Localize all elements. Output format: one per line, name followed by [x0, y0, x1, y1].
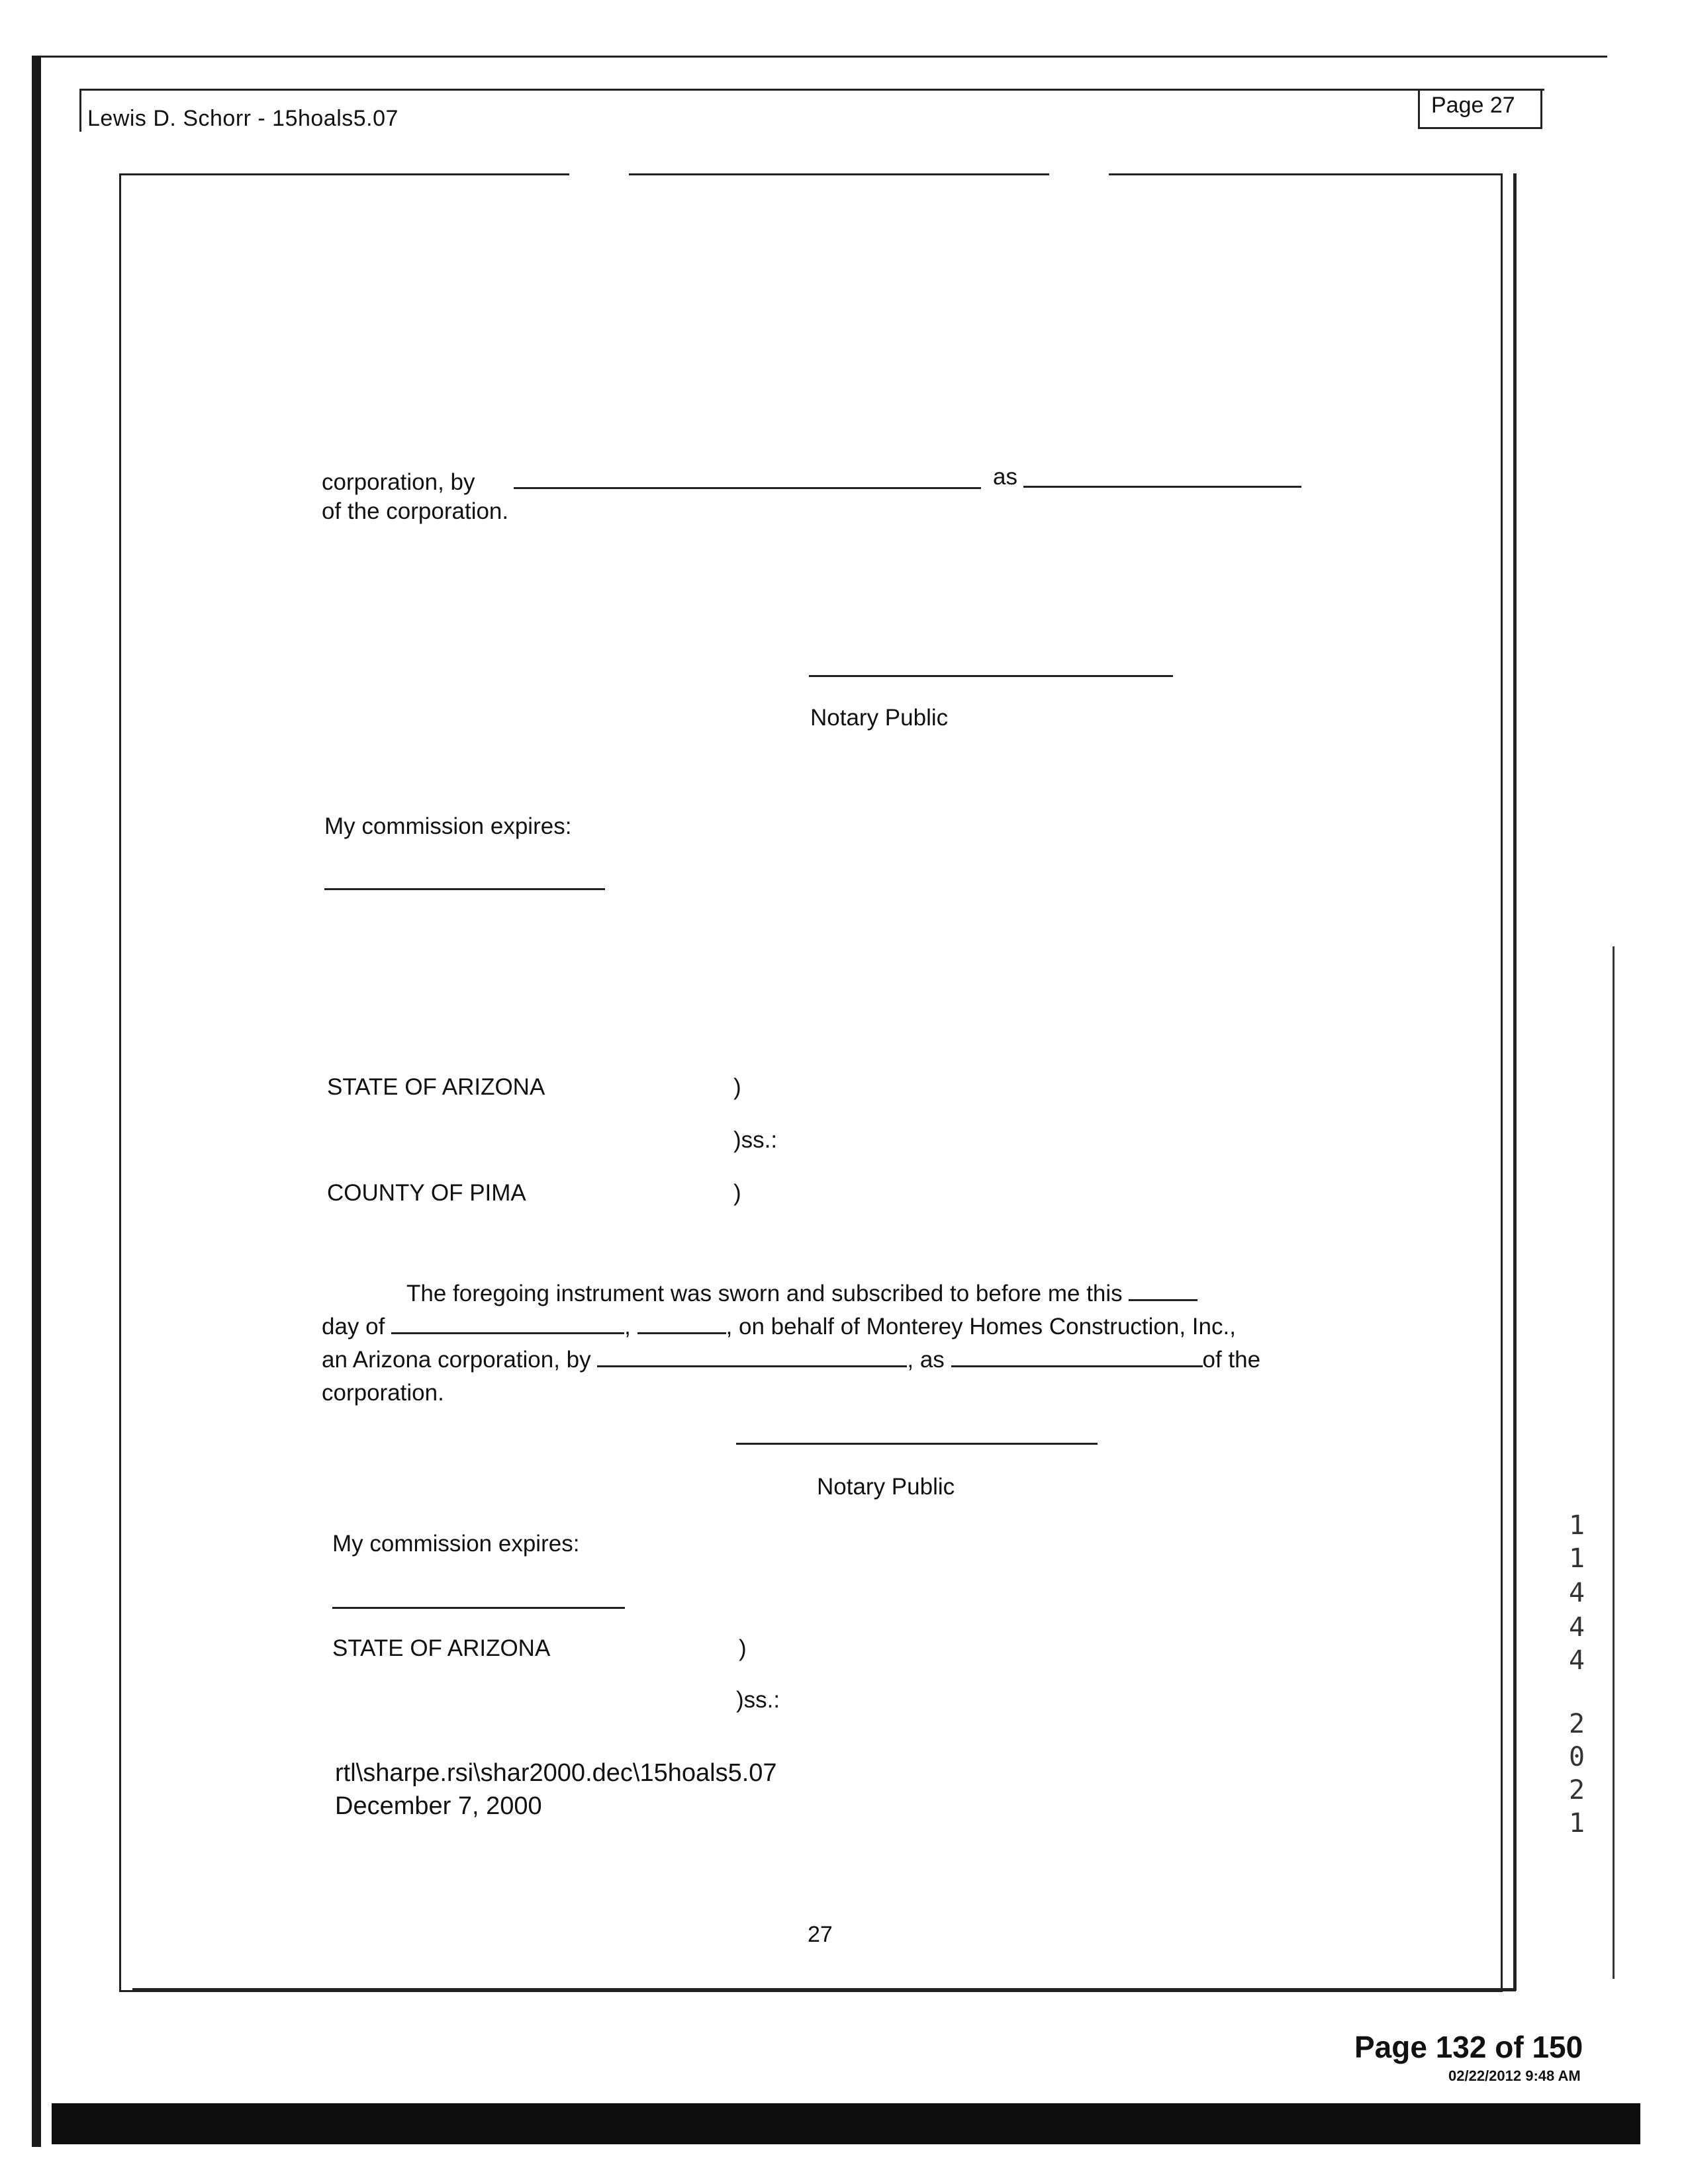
- venue-state: STATE OF ARIZONA: [327, 1074, 545, 1100]
- venue-paren: ): [733, 1180, 741, 1206]
- paragraph-text: corporation.: [322, 1380, 444, 1406]
- venue-ss: )ss.:: [736, 1687, 780, 1713]
- venue-paren: ): [739, 1635, 747, 1661]
- recording-stamp-digit: 4: [1568, 1612, 1585, 1643]
- commission-expires-blank: [332, 1607, 625, 1609]
- recording-stamp-digit: 1: [1568, 1510, 1585, 1541]
- header-title: Lewis D. Schorr - 15hoals5.07: [87, 106, 399, 131]
- scan-left-rule: [32, 56, 41, 2147]
- commission-expires-label: My commission expires:: [332, 1531, 580, 1557]
- of-corporation-label: of the corporation.: [322, 498, 509, 524]
- recording-stamp-digit: 0: [1568, 1742, 1585, 1772]
- footer-page-count: Page 132 of 150: [1354, 2030, 1583, 2064]
- document-border-shadow-right: [1513, 173, 1517, 1991]
- notary-signature-line: [736, 1443, 1098, 1445]
- month-blank: [391, 1311, 624, 1334]
- title-blank: [951, 1344, 1203, 1367]
- file-path: rtl\sharpe.rsi\shar2000.dec\15hoals5.07: [335, 1759, 777, 1787]
- file-date: December 7, 2000: [335, 1792, 542, 1820]
- commission-expires-label: My commission expires:: [324, 813, 572, 839]
- recording-stamp-digit: 1: [1568, 1543, 1585, 1574]
- footer-timestamp: 02/22/2012 9:48 AM: [1448, 2068, 1581, 2084]
- year-blank: [637, 1311, 726, 1334]
- paragraph-text: , on behalf of Monterey Homes Construction, Inc.,: [726, 1314, 1236, 1340]
- paragraph-text: an Arizona corporation, by: [322, 1347, 591, 1373]
- paragraph-text: ,: [624, 1314, 631, 1340]
- document-border-shadow-bottom: [132, 1988, 1516, 1991]
- venue-county: COUNTY OF PIMA: [327, 1180, 526, 1206]
- day-blank: [1129, 1278, 1197, 1301]
- signatory-name-blank: [514, 487, 981, 489]
- recording-stamp-digit: 2: [1568, 1709, 1585, 1739]
- notary-signature-line: [809, 675, 1173, 677]
- paragraph-text: day of: [322, 1314, 385, 1340]
- recording-stamp-digit: 1: [1568, 1808, 1585, 1839]
- recording-stamp-digit: 2: [1568, 1775, 1585, 1805]
- corporation-by-label: corporation, by: [322, 469, 475, 495]
- as-label: as: [993, 464, 1017, 490]
- paragraph-text: , as: [907, 1347, 945, 1373]
- venue-state: STATE OF ARIZONA: [332, 1635, 551, 1661]
- commission-expires-blank: [324, 888, 605, 890]
- name-blank: [597, 1344, 907, 1367]
- header-page-label: Page 27: [1431, 93, 1515, 118]
- acknowledgment-paragraph: [322, 1277, 1308, 1410]
- scan-top-rule: [32, 56, 1607, 58]
- paragraph-text: of the: [1202, 1347, 1261, 1373]
- border-gap: [1049, 169, 1109, 178]
- border-gap: [569, 169, 629, 178]
- notary-public-label: Notary Public: [817, 1474, 955, 1500]
- page-number: 27: [808, 1922, 833, 1947]
- venue-paren: ): [733, 1074, 741, 1100]
- recording-stamp-digit: 4: [1568, 1578, 1585, 1608]
- recording-stamp-digit: 4: [1568, 1645, 1585, 1676]
- paragraph-text: The foregoing instrument was sworn and subscribed to before me this: [406, 1281, 1123, 1306]
- scan-right-rule: [1613, 946, 1615, 1979]
- signatory-title-blank: [1023, 486, 1301, 488]
- venue-ss: )ss.:: [733, 1127, 778, 1153]
- scan-bottom-band: [52, 2103, 1640, 2144]
- notary-public-label: Notary Public: [810, 705, 949, 731]
